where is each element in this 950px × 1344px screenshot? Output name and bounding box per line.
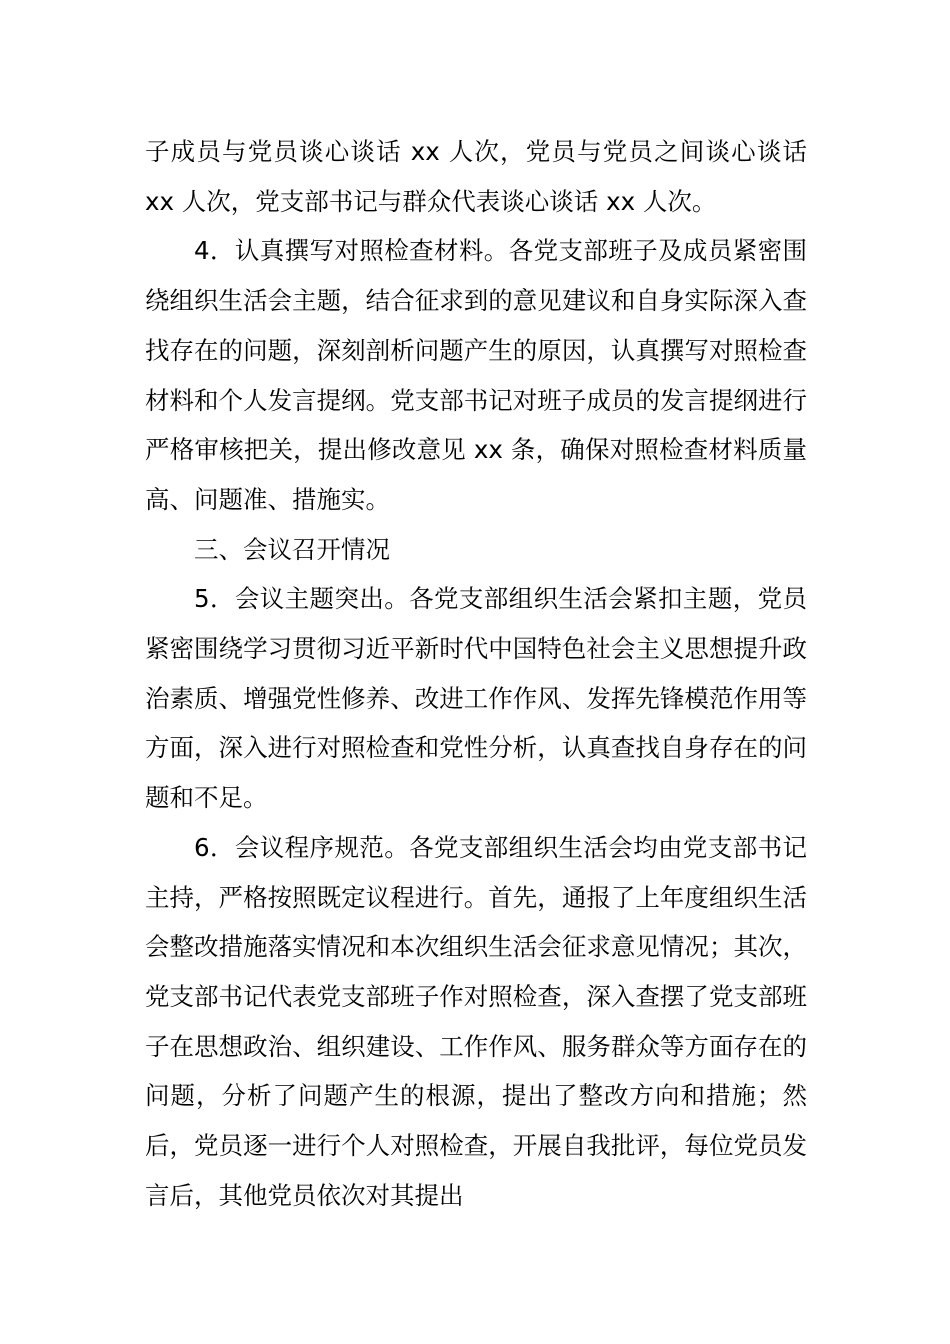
section-heading-meeting: 三、会议召开情况 (194, 534, 390, 564)
document-body (145, 127, 807, 1220)
paragraph-item-4: 4．认真撰写对照检查材料。各党支部班子及成员紧密围绕组织生活会主题，结合征求到的意见建议和自身实际深入查找存在的问题，深刻剖析问题产生的原因，认真撰写对照检查材料和个人发言提纲。党支部书记对班子成员的发言提纲进行严格审核把关，提出修改意见 xx 条，确保对照检查材料质量高、问题准、措施实。 (145, 236, 807, 514)
paragraph-item-6: 6．会议程序规范。各党支部组织生活会均由党支部书记主持，严格按照既定议程进行。首先，通报了上年度组织生活会整改措施落实情况和本次组织生活会征求意见情况；其次，党支部书记代表党支部班子作对照检查，深入查摆了党支部班子在思想政治、组织建设、工作作风、服务群众等方面存在的问题，分析了问题产生的根源，提出了整改方向和措施；然后，党员逐一进行个人对照检查，开展自我批评，每位党员发言后，其他党员依次对其提出 (145, 832, 807, 1210)
paragraph-item-5: 5．会议主题突出。各党支部组织生活会紧扣主题，党员紧密围绕学习贯彻习近平新时代中国特色社会主义思想提升政治素质、增强党性修养、改进工作作风、发挥先锋模范作用等方面，深入进行对照检查和党性分析，认真查找自身存在的问题和不足。 (145, 584, 807, 813)
paragraph-continuation: 子成员与党员谈心谈话 xx 人次，党员与党员之间谈心谈话 xx 人次，党支部书记与群众代表谈心谈话 xx 人次。 (145, 137, 807, 216)
